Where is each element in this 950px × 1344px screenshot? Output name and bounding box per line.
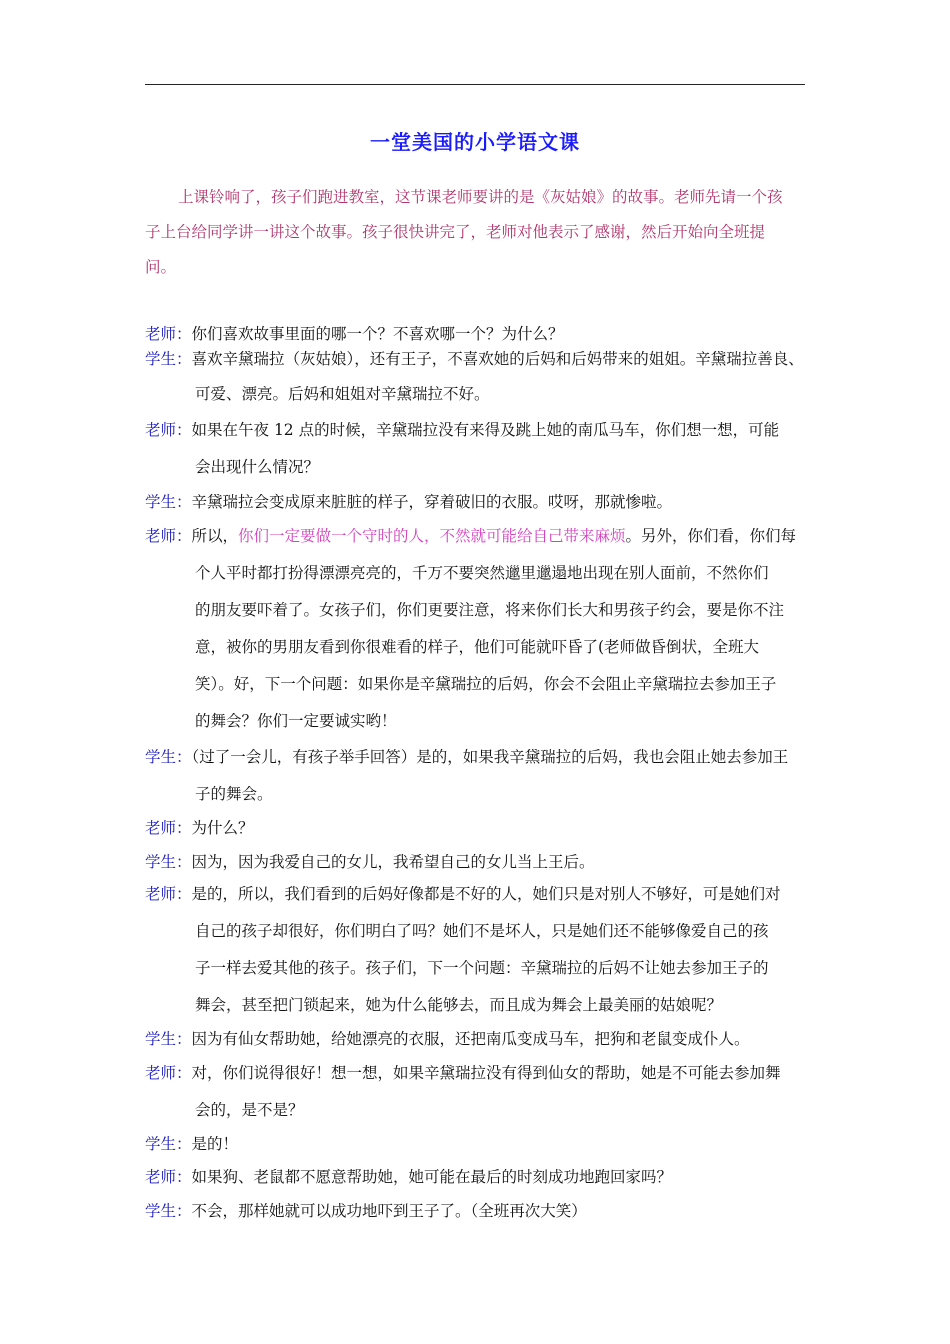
dialogue-line (145, 882, 781, 904)
dialogue-line (145, 524, 796, 546)
intro-line: 问。 (145, 258, 177, 276)
speaker-label: 学生： (145, 1202, 192, 1220)
dialogue-text: 辛黛瑞拉会变成原来脏脏的样子，穿着破旧的衣服。哎呀，那就惨啦。 (191, 493, 673, 511)
dialogue-line (145, 322, 564, 344)
dialogue-text: 喜欢辛黛瑞拉（灰姑娘），还有王子，不喜欢她的后妈和后妈带来的姐姐。辛黛瑞拉善良、 (191, 350, 804, 368)
dialogue-text: 不会，那样她就可以成功地吓到王子了。（全班再次大笑） (191, 1202, 587, 1220)
dialogue-line (145, 1199, 587, 1221)
speaker-label: 老师： (145, 1168, 192, 1186)
intro-line: 子上台给同学讲一讲这个故事。孩子很快讲完了，老师对他表示了感谢，然后开始向全班提 (145, 223, 766, 241)
highlighted-text: 你们一定要做一个守时的人，不然就可能给自己带来麻烦 (238, 527, 626, 545)
dialogue-text: 为什么？ (191, 819, 254, 837)
dialogue-text: 对，你们说得很好！想一想，如果辛黛瑞拉没有得到仙女的帮助，她是不可能去参加舞 (191, 1064, 781, 1082)
speaker-label: 学生： (145, 853, 192, 871)
speaker-label: 老师： (145, 325, 192, 343)
dialogue-text: 如果狗、老鼠都不愿意帮助她，她可能在最后的时刻成功地跑回家吗？ (191, 1168, 673, 1186)
dialogue-line (145, 347, 804, 369)
dialogue-text: 如果在午夜 12 点的时候，辛黛瑞拉没有来得及跳上她的南瓜马车，你们想一想，可能 (191, 421, 780, 439)
speaker-label: 学生： (145, 1135, 192, 1153)
dialogue-continuation: 会出现什么情况？ (195, 458, 320, 476)
dialogue-continuation: 舞会，甚至把门锁起来，她为什么能够去，而且成为舞会上最美丽的姑娘呢？ (195, 996, 723, 1014)
dialogue-text: 你们喜欢故事里面的哪一个？不喜欢哪一个？为什么？ (191, 325, 564, 343)
dialogue-text: 因为，因为我爱自己的女儿，我希望自己的女儿当上王后。 (191, 853, 595, 871)
dialogue-line (145, 418, 779, 440)
speaker-label: 老师： (145, 527, 192, 545)
dialogue-line (145, 490, 672, 512)
dialogue-continuation: 子的舞会。 (195, 785, 273, 803)
dialogue-line (145, 850, 595, 872)
dialogue-text: 是的！ (191, 1135, 239, 1153)
speaker-label: 老师： (145, 885, 192, 903)
dialogue-line (145, 1061, 781, 1083)
dialogue-line (145, 1132, 238, 1154)
speaker-label: 老师： (145, 421, 192, 439)
dialogue-line (145, 1027, 750, 1049)
dialogue-line (145, 816, 254, 838)
header-rule (145, 84, 805, 85)
intro-line: 上课铃响了，孩子们跑进教室，这节课老师要讲的是《灰姑娘》的故事。老师先请一个孩 (178, 188, 783, 206)
speaker-label: 学生： (145, 350, 192, 368)
dialogue-line (145, 745, 788, 767)
document-title: 一堂美国的小学语文课 (370, 130, 580, 154)
dialogue-continuation: 的舞会？你们一定要诚实哟！ (195, 712, 397, 730)
dialogue-text: 因为有仙女帮助她，给她漂亮的衣服，还把南瓜变成马车，把狗和老鼠变成仆人。 (191, 1030, 750, 1048)
speaker-label: 老师： (145, 1064, 192, 1082)
dialogue-text: 。另外，你们看，你们每 (625, 527, 797, 545)
dialogue-text: （过了一会儿，有孩子举手回答）是的，如果我辛黛瑞拉的后妈，我也会阻止她去参加王 (191, 748, 789, 766)
dialogue-continuation: 子一样去爱其他的孩子。孩子们，下一个问题：辛黛瑞拉的后妈不让她去参加王子的 (195, 959, 769, 977)
dialogue-continuation: 会的，是不是？ (195, 1101, 304, 1119)
dialogue-continuation: 笑）。好，下一个问题：如果你是辛黛瑞拉的后妈，你会不会阻止辛黛瑞拉去参加王子 (195, 675, 777, 693)
dialogue-text: 是的，所以，我们看到的后妈好像都是不好的人，她们只是对别人不够好，可是她们对 (191, 885, 781, 903)
dialogue-continuation: 个人平时都打扮得漂漂亮亮的，千万不要突然邋里邋遢地出现在别人面前，不然你们 (195, 564, 769, 582)
dialogue-line (145, 1165, 672, 1187)
speaker-label: 学生： (145, 748, 192, 766)
dialogue-continuation: 可爱、漂亮。后妈和姐姐对辛黛瑞拉不好。 (195, 385, 490, 403)
speaker-label: 学生： (145, 1030, 192, 1048)
speaker-label: 学生： (145, 493, 192, 511)
dialogue-continuation: 意，被你的男朋友看到你很难看的样子，他们可能就吓昏了(老师做昏倒状，全班大 (195, 638, 760, 656)
dialogue-text: 所以， (191, 527, 239, 545)
dialogue-continuation: 自己的孩子却很好，你们明白了吗？她们不是坏人，只是她们还不能够像爱自己的孩 (195, 922, 769, 940)
dialogue-continuation: 的朋友要吓着了。女孩子们，你们更要注意，将来你们长大和男孩子约会，要是你不注 (195, 601, 785, 619)
speaker-label: 老师： (145, 819, 192, 837)
intro-paragraph (145, 180, 813, 285)
